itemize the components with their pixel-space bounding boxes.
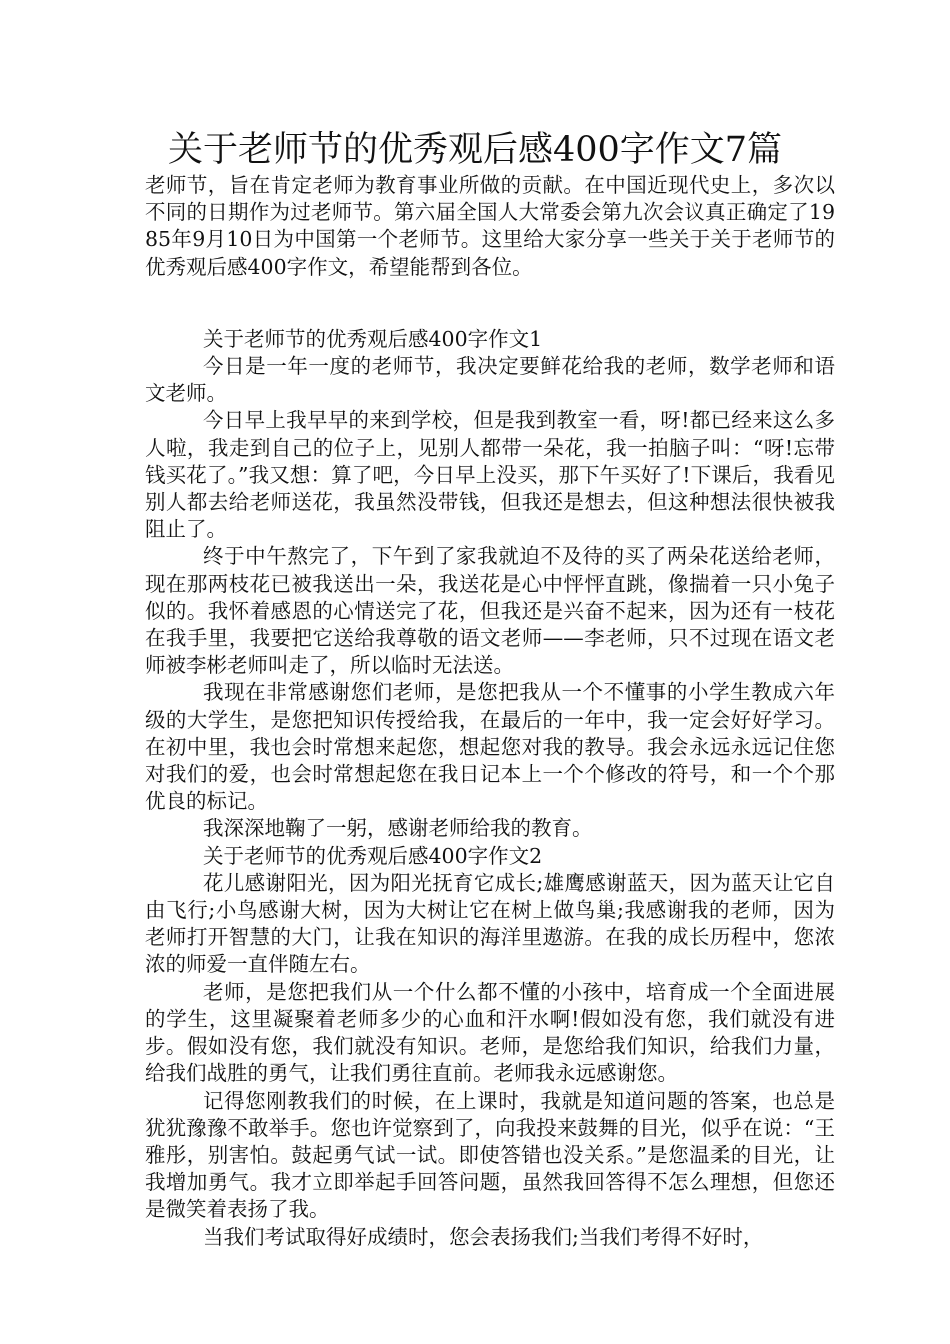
body-paragraph: 我现在非常感谢您们老师，是您把我从一个不懂事的小学生教成六年级的大学生，是您把知识传授给我，在最后的一年中，我一定会好好学习。在初中里，我也会时常想来起您，想起您对我的教导。我会永远永远记住您对我们的爱，也会时常想起您在我日记本上一个个修改的符号，和一个个那优良的标记。 — [145, 680, 835, 814]
body-paragraph: 当我们考试取得好成绩时，您会表扬我们;当我们考得不好时， — [203, 1224, 764, 1249]
intro-paragraph: 老师节，旨在肯定老师为教育事业所做的贡献。在中国近现代史上，多次以不同的日期作为过老师节。第六届全国人大常委会第九次会议真正确定了1985年9月10日为中国第一个老师节。这里给大家分享一些关于关于老师节的优秀观后感400字作文，希望能帮到各位。 — [145, 173, 835, 279]
body-paragraph: 老师，是您把我们从一个什么都不懂的小孩中，培育成一个全面进展的学生，这里凝聚着老师多少的心血和汗水啊!假如没有您，我们就没有进步。假如没有您，我们就没有知识。老师，是您给我们知识，给我们力量，给我们战胜的勇气，让我们勇往直前。老师我永远感谢您。 — [145, 979, 835, 1086]
body-paragraph: 记得您刚教我们的时候，在上课时，我就是知道问题的答案，也总是犹犹豫豫不敢举手。您也许觉察到了，向我投来鼓舞的目光，似乎在说：“王雅彤，别害怕。鼓起勇气试一试。即使答错也没关系。”是您温柔的目光，让我增加勇气。我才立即举起手回答问题，虽然我回答得不怎么理想，但您还是微笑着表扬了我。 — [145, 1088, 835, 1222]
section-heading: 关于老师节的优秀观后感400字作文2 — [203, 843, 543, 868]
body-paragraph: 今日早上我早早的来到学校，但是我到教室一看，呀!都已经来这么多人啦，我走到自己的位子上，见别人都带一朵花，我一拍脑子叫：“呀!忘带钱买花了。”我又想：算了吧，今日早上没买，那下午买好了!下课后，我看见别人都去给老师送花，我虽然没带钱，但我还是想去，但这种想法很快被我阻止了。 — [145, 408, 835, 542]
paragraph-spacer — [145, 281, 835, 326]
body-paragraph: 终于中午熬完了，下午到了家我就迫不及待的买了两朵花送给老师，现在那两枝花已被我送出一朵，我送花是心中怦怦直跳，像揣着一只小兔子似的。我怀着感恩的心情送完了花，但我还是兴奋不起来，因为还有一枝花在我手里，我要把它送给我尊敬的语文老师——李老师，只不过现在语文老师被李彬老师叫走了，所以临时无法送。 — [145, 544, 835, 678]
body-paragraph: 花儿感谢阳光，因为阳光抚育它成长;雄鹰感谢蓝天，因为蓝天让它自由飞行;小鸟感谢大树，因为大树让它在树上做鸟巢;我感谢我的老师，因为老师打开智慧的大门，让我在知识的海洋里遨游。在我的成长历程中，您浓浓的师爱一直伴随左右。 — [145, 870, 835, 977]
body-paragraph: 我深深地鞠了一躬，感谢老师给我的教育。 — [203, 816, 593, 841]
body-paragraph: 今日是一年一度的老师节，我决定要鲜花给我的老师，数学老师和语文老师。 — [145, 354, 835, 406]
document-body — [145, 172, 835, 1251]
section-heading: 关于老师节的优秀观后感400字作文1 — [203, 326, 543, 351]
document-title: 关于老师节的优秀观后感400字作文7篇 — [167, 130, 783, 170]
